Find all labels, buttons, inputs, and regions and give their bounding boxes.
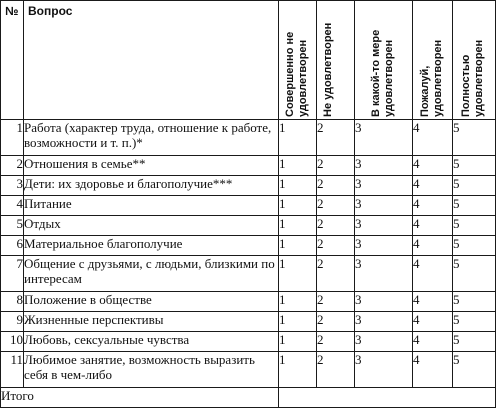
score-cell[interactable]: 1 <box>279 156 317 176</box>
header-number: № <box>1 1 24 120</box>
score-cell[interactable]: 1 <box>279 256 317 292</box>
score-cell[interactable]: 4 <box>413 292 453 312</box>
score-cell[interactable]: 1 <box>279 352 317 388</box>
score-cell[interactable]: 2 <box>317 352 355 388</box>
score-cell[interactable]: 2 <box>317 120 355 156</box>
row-number: 1 <box>1 120 24 156</box>
score-cell[interactable]: 2 <box>317 332 355 352</box>
score-cell[interactable]: 1 <box>279 332 317 352</box>
score-cell[interactable]: 3 <box>355 216 413 236</box>
score-cell[interactable]: 2 <box>317 236 355 256</box>
row-question: Общение с друзьями, с людьми, близкими по интересам <box>24 256 279 292</box>
score-cell[interactable]: 3 <box>355 196 413 216</box>
table-row <box>1 216 496 236</box>
score-cell[interactable]: 1 <box>279 292 317 312</box>
score-cell[interactable]: 1 <box>279 120 317 156</box>
score-cell[interactable]: 3 <box>355 120 413 156</box>
row-question: Дети: их здоровье и благополучие*** <box>24 176 279 196</box>
table-row <box>1 312 496 332</box>
score-cell[interactable]: 2 <box>317 312 355 332</box>
table-row <box>1 256 496 292</box>
header-row <box>1 1 496 120</box>
total-value-cell[interactable] <box>279 388 496 408</box>
table-row <box>1 332 496 352</box>
score-cell[interactable]: 5 <box>453 292 496 312</box>
score-cell[interactable]: 5 <box>453 256 496 292</box>
row-question: Питание <box>24 196 279 216</box>
score-cell[interactable]: 5 <box>453 176 496 196</box>
score-cell[interactable]: 3 <box>355 176 413 196</box>
score-cell[interactable]: 4 <box>413 216 453 236</box>
table-row <box>1 236 496 256</box>
header-scale-3: В какой-то мере удовлетворен <box>355 1 413 120</box>
total-row <box>1 388 496 408</box>
score-cell[interactable]: 5 <box>453 156 496 176</box>
row-number: 3 <box>1 176 24 196</box>
row-number: 8 <box>1 292 24 312</box>
score-cell[interactable]: 4 <box>413 236 453 256</box>
score-cell[interactable]: 3 <box>355 236 413 256</box>
score-cell[interactable]: 5 <box>453 216 496 236</box>
score-cell[interactable]: 1 <box>279 312 317 332</box>
score-cell[interactable]: 3 <box>355 332 413 352</box>
score-cell[interactable]: 5 <box>453 196 496 216</box>
score-cell[interactable]: 4 <box>413 120 453 156</box>
score-cell[interactable]: 4 <box>413 256 453 292</box>
table-row <box>1 292 496 312</box>
score-cell[interactable]: 1 <box>279 196 317 216</box>
score-cell[interactable]: 2 <box>317 256 355 292</box>
header-scale-5: Полностью удовлетворен <box>453 1 496 120</box>
row-number: 4 <box>1 196 24 216</box>
row-question: Материальное благополучие <box>24 236 279 256</box>
score-cell[interactable]: 4 <box>413 332 453 352</box>
total-label: Итого <box>1 388 279 408</box>
row-question: Положение в обществе <box>24 292 279 312</box>
row-number: 6 <box>1 236 24 256</box>
row-question: Отношения в семье** <box>24 156 279 176</box>
row-question: Жизненные перспективы <box>24 312 279 332</box>
score-cell[interactable]: 4 <box>413 352 453 388</box>
score-cell[interactable]: 1 <box>279 216 317 236</box>
score-cell[interactable]: 5 <box>453 120 496 156</box>
row-number: 7 <box>1 256 24 292</box>
table-row <box>1 352 496 388</box>
row-number: 11 <box>1 352 24 388</box>
row-question: Любимое занятие, возможность выразить себя в чем-либо <box>24 352 279 388</box>
header-scale-2: Не удовлетворен <box>317 1 355 120</box>
row-number: 9 <box>1 312 24 332</box>
score-cell[interactable]: 2 <box>317 156 355 176</box>
score-cell[interactable]: 4 <box>413 312 453 332</box>
table-row <box>1 156 496 176</box>
score-cell[interactable]: 5 <box>453 236 496 256</box>
header-scale-1: Совершенно не удовлетворен <box>279 1 317 120</box>
score-cell[interactable]: 2 <box>317 196 355 216</box>
score-cell[interactable]: 3 <box>355 312 413 332</box>
row-number: 5 <box>1 216 24 236</box>
row-number: 2 <box>1 156 24 176</box>
row-question: Отдых <box>24 216 279 236</box>
header-scale-4: Пожалуй, удовлетворен <box>413 1 453 120</box>
row-question: Работа (характер труда, отношение к работе, возможности и т. п.)* <box>24 120 279 156</box>
score-cell[interactable]: 5 <box>453 312 496 332</box>
score-cell[interactable]: 2 <box>317 216 355 236</box>
row-number: 10 <box>1 332 24 352</box>
table-row <box>1 176 496 196</box>
score-cell[interactable]: 4 <box>413 156 453 176</box>
score-cell[interactable]: 2 <box>317 292 355 312</box>
score-cell[interactable]: 5 <box>453 332 496 352</box>
score-cell[interactable]: 1 <box>279 176 317 196</box>
table-row <box>1 196 496 216</box>
score-cell[interactable]: 4 <box>413 176 453 196</box>
row-question: Любовь, сексуальные чувства <box>24 332 279 352</box>
score-cell[interactable]: 4 <box>413 196 453 216</box>
score-cell[interactable]: 1 <box>279 236 317 256</box>
score-cell[interactable]: 2 <box>317 176 355 196</box>
score-cell[interactable]: 3 <box>355 292 413 312</box>
score-cell[interactable]: 3 <box>355 352 413 388</box>
score-cell[interactable]: 5 <box>453 352 496 388</box>
table-row <box>1 120 496 156</box>
score-cell[interactable]: 3 <box>355 256 413 292</box>
score-cell[interactable]: 3 <box>355 156 413 176</box>
header-question: Вопрос <box>24 1 279 120</box>
